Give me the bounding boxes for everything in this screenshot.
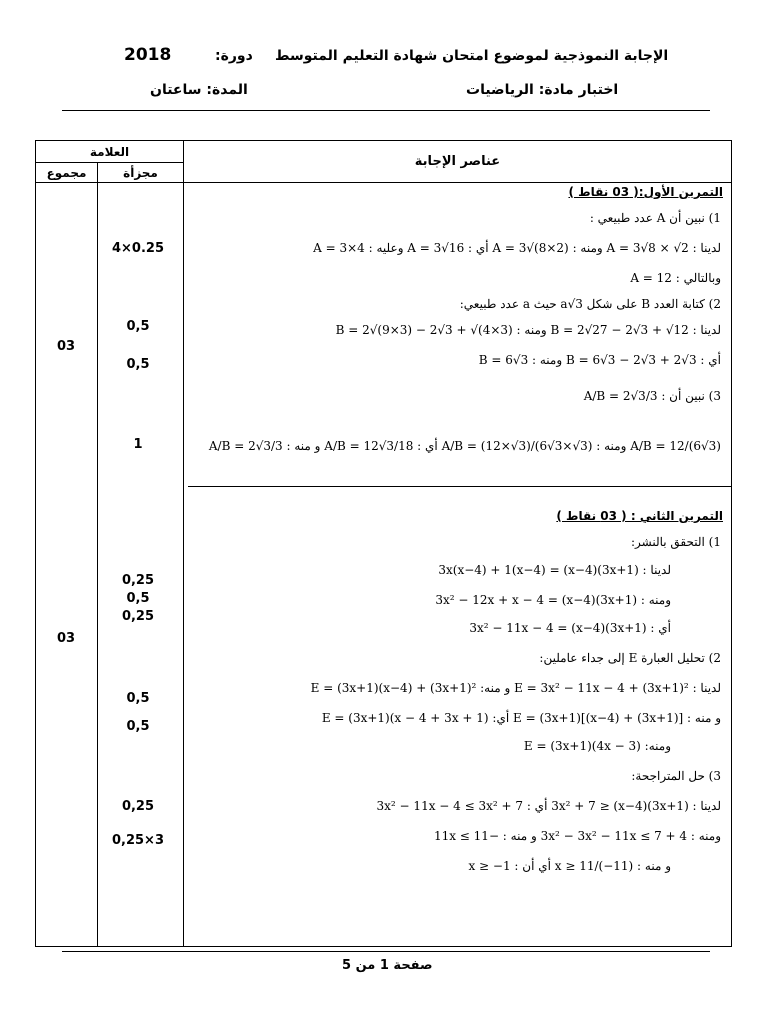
exam-title: الإجابة النموذجية لموضوع امتحان شهادة التعليم المتوسط [275,48,669,64]
answer-line: 1) التحقق بالنشر: [630,535,721,549]
mark: 1 [133,437,143,452]
mark: 0,25 [121,799,155,814]
answer-line: 3) حل المتراجحة: [631,769,721,783]
partial-column [98,183,184,947]
exercise2-title: التمرين الثاني : ( 03 نقاط ) [556,509,723,523]
answer-line: و منه : E = (3x+1)[(x−4) + (3x+1)] أي: E = (3x+1)(x − 4 + 3x + 1) [321,711,721,725]
answer-line: ومنه : (3x+1)(x−4) = 3x² − 12x + x − 4 [435,593,671,607]
answer-line: وبالتالي : A = 12 [630,271,721,285]
elements-header: عناصر الإجابة [184,141,732,183]
session-year: 2018 [124,45,172,65]
mark: 0,5 [126,357,150,372]
answer-line: 2) كتابة العدد B على شكل a√3 حيث a عدد طبيعي: [459,297,721,311]
footer-rule [62,951,710,952]
subject-label: اختبار مادة: الرياضيات [466,82,619,98]
answer-line: ومنه: E = (3x+1)(4x − 3) [523,739,671,753]
exercise-separator [188,486,731,487]
answer-table [35,140,732,947]
session-label: دورة: [215,48,253,64]
answer-column [184,183,732,947]
mark: 0,25 [121,573,155,588]
mark: 0,25×3 [111,833,164,848]
answer-line: لدينا : A = 3√8 × √2 ومنه : A = 3√(8×2) أي : A = 3√16 وعليه : A = 3×4 [313,241,721,255]
answer-line: 1) نبين أن A عدد طبيعي : [589,211,721,225]
header-rule [62,110,710,111]
answer-line: لدينا : (3x+1)(x−4) = 3x(x−4) + 1(x−4) [438,563,671,577]
mark: 4×0.25 [111,241,164,256]
total-column-header: مجموع [36,163,98,183]
answer-line: لدينا : B = 2√27 − 2√3 + √12 ومنه : B = 2√(9×3) − 2√3 + √(4×3) [335,323,721,337]
answer-line: لدينا : E = 3x² − 11x − 4 + (3x+1)² و منه: E = (3x+1)(x−4) + (3x+1)² [310,681,721,695]
mark: 0,25 [121,609,155,624]
mark-header: العلامة [36,141,184,163]
answer-line: 3) نبين أن : A/B = 2√3/3 [583,389,721,403]
exercise1-title: التمرين الأول:( 03 نقاط ) [568,185,723,199]
mark: 0,5 [126,591,150,606]
answer-line: و منه : x ≥ 11/(−11) أي أن : x ≥ −1 [468,859,671,873]
partial-column-header: مجزأة [98,163,184,183]
answer-line: أي : B = 6√3 − 2√3 + 2√3 ومنه : B = 6√3 [478,353,721,367]
total-column [36,183,98,947]
exercise1-total: 03 [56,339,76,354]
answer-line: A/B = 12/(6√3) ومنه : A/B = (12×√3)/(6√3×√3) أي : A/B = 12√3/18 و منه : A/B = 2√3/3 [208,439,721,453]
mark: 0,5 [126,319,150,334]
answer-line: لدينا : (3x+1)(x−4) ≤ 3x² + 7 أي : 3x² − 11x − 4 ≤ 3x² + 7 [376,799,721,813]
duration-label: المدة: ساعتان [150,82,248,98]
answer-line: 2) تحليل العبارة E إلى جداء عاملين: [539,651,721,665]
mark: 0,5 [126,719,150,734]
page-number: صفحة 1 من 5 [342,958,433,973]
answer-line: أي : (3x+1)(x−4) = 3x² − 11x − 4 [469,621,671,635]
mark: 0,5 [126,691,150,706]
answer-line: ومنه : 3x² − 3x² − 11x ≤ 7 + 4 و منه : −11x ≤ 11 [433,829,721,843]
exercise2-total: 03 [56,631,76,646]
